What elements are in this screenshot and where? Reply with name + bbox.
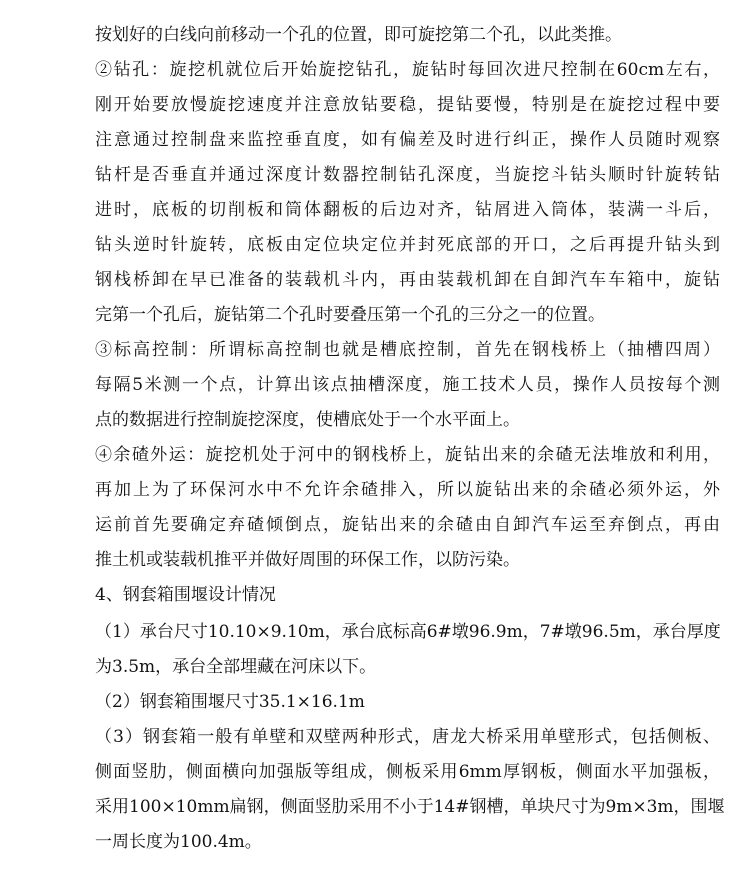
text-line-21: （3）钢套箱一般有单壁和双壁两种形式，唐龙大桥采用单壁形式，包括侧板、 <box>95 727 720 747</box>
text-line-14: 再加上为了环保河水中不允许余碴排入，所以旋钻出来的余碴必须外运，外 <box>95 480 720 500</box>
text-line-15: 运前首先要确定弃碴倾倒点，旋钻出来的余碴由自卸汽车运至弃倒点，再由 <box>95 515 720 535</box>
text-line-13: ④余碴外运：旋挖机处于河中的钢栈桥上，旋钻出来的余碴无法堆放和利用， <box>95 445 720 465</box>
text-line-5: 钻杆是否垂直并通过深度计数器控制钻孔深度，当旋挖斗钻头顺时针旋转钻 <box>95 165 720 185</box>
text-line-4: 注意通过控制盘来监控垂直度，如有偏差及时进行纠正，操作人员随时观察 <box>95 130 720 150</box>
section-heading: 4、钢套箱围堰设计情况 <box>95 585 276 605</box>
text-line-19: 为3.5m，承台全部埋藏在河床以下。 <box>95 657 377 677</box>
text-line-7: 钻头逆时针旋转，底板由定位块定位并封死底部的开口，之后再提升钻头到 <box>95 235 720 255</box>
text-line-22: 侧面竖肋，侧面横向加强版等组成，侧板采用6mm厚钢板，侧面水平加强板， <box>95 762 720 782</box>
text-line-20: （2）钢套箱围堰尺寸35.1×16.1m <box>95 692 365 712</box>
text-line-10: ③标高控制：所谓标高控制也就是槽底控制，首先在钢栈桥上（抽槽四周） <box>95 340 720 360</box>
text-line-8: 钢栈桥卸在早已准备的装载机斗内，再由装载机卸在自卸汽车车箱中，旋钻 <box>95 270 720 290</box>
text-line-12: 点的数据进行控制旋挖深度，使槽底处于一个水平面上。 <box>95 410 520 430</box>
text-line-18: （1）承台尺寸10.10×9.10m，承台底标高6#墩96.9m，7#墩96.5m，承台厚度 <box>95 622 721 642</box>
text-line-1: 按划好的白线向前移动一个孔的位置，即可旋挖第二个孔，以此类推。 <box>95 25 622 45</box>
text-line-9: 完第一个孔后，旋钻第二个孔时要叠压第一个孔的三分之一的位置。 <box>95 305 605 325</box>
text-line-2: ②钻孔：旋挖机就位后开始旋挖钻孔，旋钻时每回次进尺控制在60cm左右， <box>95 60 720 80</box>
text-line-3: 刚开始要放慢旋挖速度并注意放钻要稳，提钻要慢，特别是在旋挖过程中要 <box>95 95 720 115</box>
text-line-6: 进时，底板的切削板和筒体翻板的后边对齐，钻屑进入筒体，装满一斗后， <box>95 200 720 220</box>
text-line-23: 采用100×10mm扁钢，侧面竖肋采用不小于14#钢槽，单块尺寸为9m×3m，围堰 <box>95 797 725 817</box>
text-line-24: 一周长度为100.4m。 <box>95 832 262 852</box>
text-line-16: 推土机或装载机推平并做好周围的环保工作，以防污染。 <box>95 550 520 570</box>
text-line-11: 每隔5米测一个点，计算出该点抽槽深度，施工技术人员，操作人员按每个测 <box>95 375 720 395</box>
